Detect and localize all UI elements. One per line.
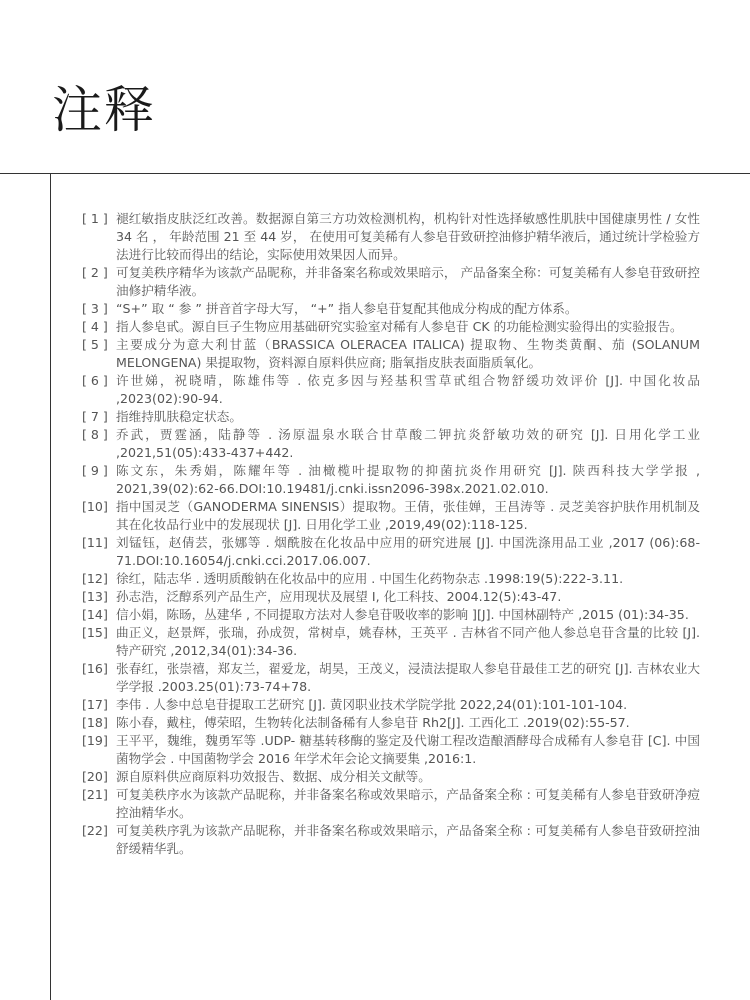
footnote-text: 徐红，陆志华 . 透明质酸钠在化妆品中的应用 . 中国生化药物杂志 .1998:19(5):222-3.11. [116, 571, 624, 586]
footnote-item [82, 534, 700, 570]
footnote-item [82, 210, 700, 264]
footnote-number: [18] [82, 715, 108, 730]
footnote-text: 信小娟，陈旸，丛建华 , 不同提取方法对人参皂苷吸收率的影响 ][J]. 中国林副特产 ,2015 (01):34-35. [116, 607, 689, 622]
footnote-number: [16] [82, 661, 108, 676]
footnote-item [82, 660, 700, 696]
footnote-number: [17] [82, 697, 108, 712]
footnote-number: [ 6 ] [82, 373, 108, 388]
footnote-item [82, 264, 700, 300]
footnote-text: 指维持肌肤稳定状态。 [116, 409, 242, 424]
footnote-number: [22] [82, 823, 108, 838]
footnote-text: 张春红，张崇禧，郑友兰，翟爱龙，胡昊，王茂义，浸渍法提取人参皂苷最佳工艺的研究 [J]. 吉林农业大学学报 .2003.25(01):73-74+78. [116, 661, 700, 694]
footnote-text: 曲正义，赵景辉，张瑞，孙成贺，常树卓，姚春林，王英平 . 吉林省不同产他人参总皂苷含量的比较 [J]. 特产研究 ,2012,34(01):34-36. [116, 625, 700, 658]
footnote-number: [ 5 ] [82, 337, 108, 352]
footnote-item [82, 336, 700, 372]
footnote-number: [12] [82, 571, 108, 586]
footnote-text: 指中国灵芝（GANODERMA SINENSIS）提取物。王倩，张佳婵，王昌涛等 . 灵芝美容护肤作用机制及其在化妆品行业中的发展现状 [J]. 日用化学工业 ,2019,49(02):118-125. [116, 499, 700, 532]
footnote-item [82, 822, 700, 858]
footnote-number: [21] [82, 787, 108, 802]
footnote-item [82, 606, 700, 624]
footnote-text: 刘锰钰，赵倩芸，张娜等 . 烟酰胺在化妆品中应用的研究进展 [J]. 中国洗涤用品工业 ,2017 (06):68-71.DOI:10.16054/j.cnki.cci.2017.06.007. [116, 535, 700, 568]
footnote-text: 乔武，贾霆涵，陆静等 . 汤原温泉水联合甘草酸二钾抗炎舒敏功效的研究 [J]. 日用化学工业 ,2021,51(05):433-437+442. [116, 427, 700, 460]
footnote-number: [ 2 ] [82, 265, 108, 280]
footnote-number: [19] [82, 733, 108, 748]
footnote-text: 李伟 . 人参中总皂苷提取工艺研究 [J]. 黄冈职业技术学院学批 2022,24(01):101-101-104. [116, 697, 628, 712]
footnote-number: [ 3 ] [82, 301, 108, 316]
footnote-number: [ 1 ] [82, 211, 108, 226]
horizontal-divider [0, 173, 750, 174]
footnote-text: 陈文东，朱秀娟，陈耀年等 . 油橄榄叶提取物的抑菌抗炎作用研究 [J]. 陕西科技大学学报 , 2021,39(02):62-66.DOI:10.19481/j.cnki.issn2096-398x.2021.02.010. [116, 463, 700, 496]
footnote-text: 陈小春，戴柱，傅荣昭，生物转化法制备稀有人参皂苷 Rh2[J]. 工西化工 .2019(02):55-57. [116, 715, 630, 730]
footnote-number: [11] [82, 535, 108, 550]
footnote-item [82, 714, 700, 732]
footnote-item [82, 372, 700, 408]
footnote-number: [10] [82, 499, 108, 514]
footnote-text: 可复美秩序精华为该款产品昵称，并非备案名称或效果暗示， 产品备案全称：可复美稀有人参皂苷致研控油修护精华液。 [116, 265, 700, 298]
footnote-item [82, 408, 700, 426]
footnote-number: [13] [82, 589, 108, 604]
footnote-number: [ 9 ] [82, 463, 108, 478]
footnote-number: [ 4 ] [82, 319, 108, 334]
footnote-item [82, 786, 700, 822]
footnote-number: [15] [82, 625, 108, 640]
footnote-text: 褪红敏指皮肤泛红改善。数据源自第三方功效检测机构，机构针对性选择敏感性肌肤中国健康男性 / 女性 34 名 ， 年龄范围 21 至 44 岁， 在使用可复美稀有人参皂苷致研控油修护精华液后，通过统计学检验方法进行比较而得出的结论，实际使用效果因人而异。 [116, 211, 700, 262]
footnote-text: 王平平，魏维，魏勇军等 .UDP- 糖基转移酶的鉴定及代谢工程改造酿酒酵母合成稀有人参皂苷 [C]. 中国菌物学会 . 中国菌物学会 2016 年学术年会论文摘要集 ,2016:1. [116, 733, 700, 766]
footnote-item [82, 768, 700, 786]
footnote-item [82, 498, 700, 534]
vertical-divider [50, 173, 51, 1000]
footnote-text: 可复美秩序乳为该款产品昵称，并非备案名称或效果暗示，产品备案全称 : 可复美稀有人参皂苷致研控油舒缓精华乳。 [116, 823, 700, 856]
footnote-number: [ 7 ] [82, 409, 108, 424]
footnote-item [82, 732, 700, 768]
footnote-text: “S+” 取 “ 参 ” 拼音首字母大写， “+” 指人参皂苷复配其他成分构成的配方体系。 [116, 301, 578, 316]
footnote-number: [ 8 ] [82, 427, 108, 442]
page-title: 注释 [52, 81, 156, 139]
footnote-text: 可复美秩序水为该款产品昵称，并非备案名称或效果暗示，产品备案全称 : 可复美稀有人参皂苷致研净痘控油精华水。 [116, 787, 700, 820]
footnote-item [82, 696, 700, 714]
footnote-text: 主要成分为意大利甘蓝（BRASSICA OLERACEA ITALICA) 提取物、生物类黄酮、茄 (SOLANUM MELONGENA) 果提取物，资料源自原料供应商; 脂氧指皮肤表面脂质氧化。 [116, 337, 700, 370]
footnote-number: [14] [82, 607, 108, 622]
footnote-text: 许世娣，祝晓晴，陈雄伟等 . 依克多因与羟基积雪草甙组合物舒缓功效评价 [J]. 中国化妆品 ,2023(02):90-94. [116, 373, 700, 406]
footnote-item [82, 300, 700, 318]
footnote-item [82, 462, 700, 498]
footnote-text: 指人参皂甙。源自巨子生物应用基础研究实验室对稀有人参皂苷 CK 的功能检测实验得出的实验报告。 [116, 319, 683, 334]
footnote-text: 源自原料供应商原料功效报告、数据、成分相关文献等。 [116, 769, 431, 784]
footnote-item [82, 588, 700, 606]
footnote-item [82, 624, 700, 660]
footnote-item [82, 426, 700, 462]
footnote-item [82, 318, 700, 336]
footnote-text: 孙志浩，泛醇系列产品生产，应用现状及展望 I, 化工科技、2004.12(5):43-47. [116, 589, 562, 604]
footnote-number: [20] [82, 769, 108, 784]
footnote-list [82, 210, 700, 858]
footnote-item [82, 570, 700, 588]
